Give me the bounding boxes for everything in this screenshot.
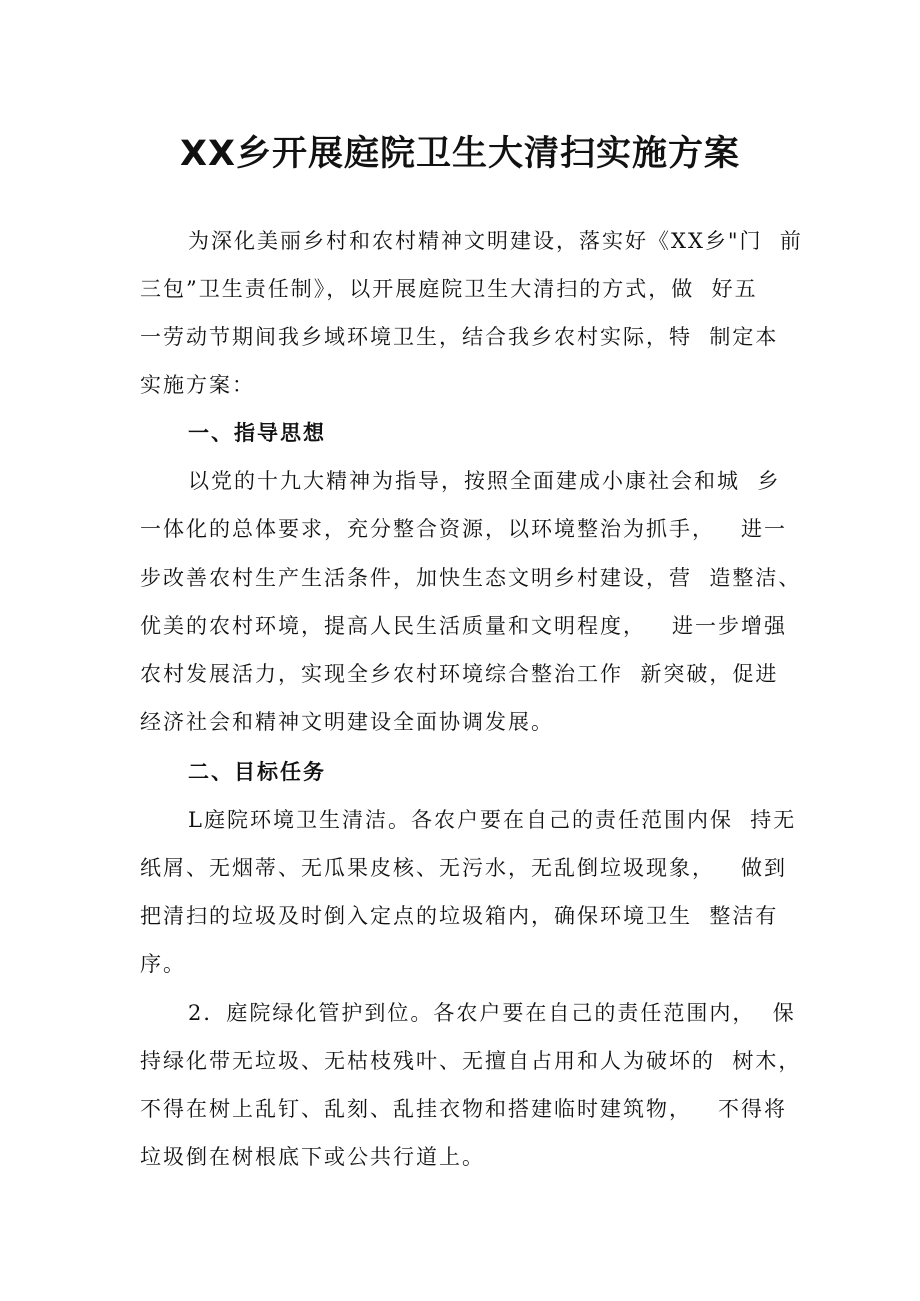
intro-line-1: 为深化美丽乡村和农村精神文明建设，落实好《XX乡"门 前	[188, 229, 803, 253]
section1-line-6: 经济社会和精神文明建设全面协调发展。	[140, 710, 554, 734]
item1-line-4: 序。	[140, 952, 186, 976]
item1-line-2: 纸屑、无烟蒂、无瓜果皮核、无污水，无乱倒垃圾现象， 做到	[140, 856, 788, 880]
item1-line-3: 把清扫的垃圾及时倒入定点的垃圾箱内，确保环境卫生 整洁有	[140, 904, 779, 928]
document-title: XX乡开展庭院卫生大清扫实施方案	[180, 134, 740, 174]
item2-line-2: 持绿化带无垃圾、无枯枝残叶、无擅自占用和人为破坏的 树木，	[140, 1049, 802, 1073]
section1-line-2: 一体化的总体要求，充分整合资源，以环境整治为抓手， 进一	[140, 517, 788, 541]
section1-line-3: 步改善农村生产生活条件，加快生态文明乡村建设，营 造整洁、	[140, 566, 802, 590]
intro-line-4: 实施方案：	[140, 373, 255, 397]
section-heading-guiding-ideology: 一、指导思想	[188, 421, 326, 445]
item1-line-1: L庭院环境卫生清洁。各农户要在自己的责任范围内保 持无	[188, 808, 797, 832]
intro-line-3: 一劳动节期间我乡域环境卫生，结合我乡农村实际，特 制定本	[140, 325, 779, 349]
section1-line-4: 优美的农村环境，提高人民生活质量和文明程度， 进一步增强	[140, 614, 788, 638]
section1-line-5: 农村发展活力，实现全乡农村环境综合整治工作 新突破，促进	[140, 662, 779, 686]
section1-line-1: 以党的十九大精神为指导，按照全面建成小康社会和城 乡	[188, 469, 781, 493]
item2-line-4: 垃圾倒在树根底下或公共行道上。	[140, 1145, 485, 1169]
intro-line-2: 三包”卫生责任制》，以开展庭院卫生大清扫的方式，做 好五	[140, 277, 758, 301]
item2-line-1: 2．庭院绿化管护到位。各农户要在自己的责任范围内， 保	[188, 1001, 796, 1025]
item2-line-3: 不得在树上乱钉、乱刻、乱挂衣物和搭建临时建筑物， 不得将	[140, 1097, 788, 1121]
section-heading-goals: 二、目标任务	[188, 760, 326, 784]
